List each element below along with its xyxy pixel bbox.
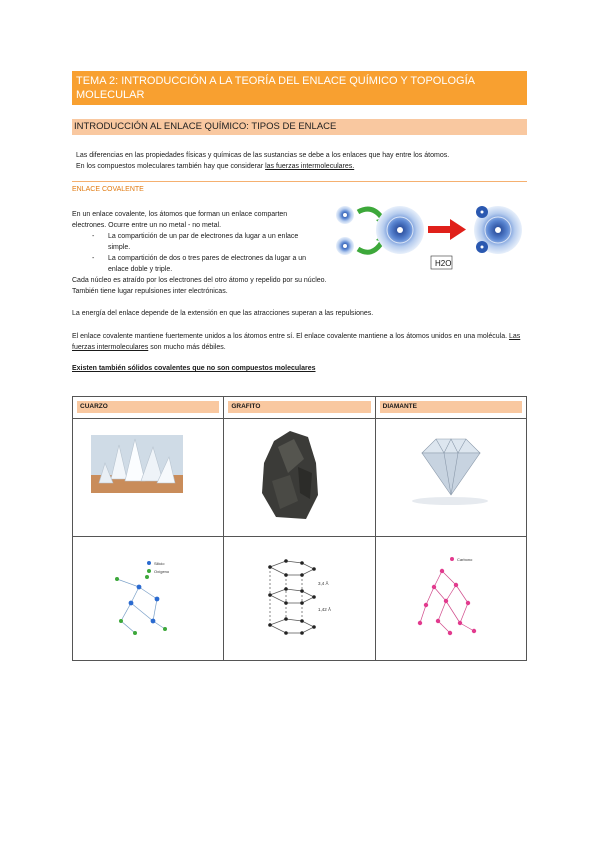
table-header-cell	[224, 397, 375, 419]
diamond-legend-carbon: Carbono	[456, 557, 472, 562]
graphite-interlayer-distance: 3,4 Å	[318, 581, 329, 586]
header-diamond: DIAMANTE	[380, 401, 522, 413]
section-title: INTRODUCCIÓN AL ENLACE QUÍMICO: TIPOS DE ENLACE	[72, 119, 527, 135]
header-quartz: CUARZO	[77, 401, 219, 413]
table-header-cell	[375, 397, 526, 419]
quartz-crystal-image	[77, 423, 219, 527]
divider	[72, 181, 527, 182]
graphite-bond-length: 1,42 Å	[318, 607, 332, 612]
covalent-paragraph-4	[72, 331, 527, 353]
oxygen-atom-left	[376, 206, 424, 254]
intro-line-1: Las diferencias en las propiedades físicas y químicas de las sustancias se debe a los enlaces que hay entre los átomos.	[76, 152, 450, 159]
paragraph-4-text: El enlace covalente mantiene fuertemente unidos a los átomos entre sí. El enlace covalente mantiene a los átomos unidos en una molécula.	[72, 333, 509, 340]
diamond-structure-diagram	[380, 541, 522, 651]
quartz-photo-cell	[73, 419, 224, 537]
intro-line-2	[76, 161, 526, 172]
bullet-item: - La compartición de dos o tres pares de electrones da lugar a un enlace doble y triple.	[90, 253, 312, 275]
covalent-bullets	[90, 231, 312, 275]
covalent-solids-table	[72, 396, 527, 661]
water-formula-label: H2O	[435, 259, 452, 268]
hydrogen-atom-left-top	[336, 206, 354, 224]
green-arrow-top	[358, 209, 382, 218]
green-arrow-bottom	[358, 242, 382, 252]
covalent-bond-diagram	[332, 200, 528, 274]
table-row	[73, 419, 527, 537]
covalent-paragraph-1: En un enlace covalente, los átomos que forman un enlace comparten electrones. Ocurre entre un no metal - no metal.	[72, 211, 288, 229]
diamond-photo-cell	[375, 419, 526, 537]
graphite-photo-cell	[224, 419, 375, 537]
covalent-solids-heading: Existen también sólidos covalentes que no son compuestos moleculares	[72, 365, 316, 372]
paragraph-4-suffix: son mucho más débiles.	[148, 344, 226, 351]
quartz-legend-oxygen: Oxígeno	[154, 569, 170, 574]
intermolecular-forces-link: las fuerzas intermoleculares.	[265, 163, 355, 170]
hydrogen-atom-left-bottom	[336, 237, 354, 255]
table-row	[73, 537, 527, 661]
covalent-paragraph-2: Cada núcleo es atraído por los electrones del otro átomo y repelido por su núcleo. También tiene lugar repulsiones inter electrónicas.	[72, 277, 327, 295]
table-header-cell	[73, 397, 224, 419]
diamond-gem-image	[380, 423, 522, 527]
diamond-structure-cell	[375, 537, 526, 661]
water-molecule	[474, 206, 522, 254]
reaction-arrow	[428, 226, 452, 233]
intro-line-2-text: En los compuestos moleculares también hay que considerar	[76, 163, 266, 170]
graphite-structure-diagram	[228, 541, 370, 651]
graphite-structure-cell	[224, 537, 375, 661]
quartz-structure-cell	[73, 537, 224, 661]
quartz-structure-diagram	[77, 541, 219, 651]
graphite-mineral-image	[228, 423, 370, 527]
quartz-legend-silicon: Silicio	[154, 561, 165, 566]
bullet-item: - La compartición de un par de electrones da lugar a un enlace simple.	[90, 231, 312, 253]
covalent-paragraph-3: La energía del enlace depende de la extensión en que las atracciones superan a las repulsiones.	[72, 310, 374, 317]
covalent-heading: ENLACE COVALENTE	[72, 186, 144, 193]
intermolecular-forces-link-2: Las fuerzas intermoleculares	[72, 333, 521, 351]
page-title: TEMA 2: INTRODUCCIÓN A LA TEORÍA DEL ENLACE QUÍMICO Y TOPOLOGÍA MOLECULAR	[72, 71, 527, 105]
header-graphite: GRAFITO	[228, 401, 370, 413]
table-row	[73, 397, 527, 419]
